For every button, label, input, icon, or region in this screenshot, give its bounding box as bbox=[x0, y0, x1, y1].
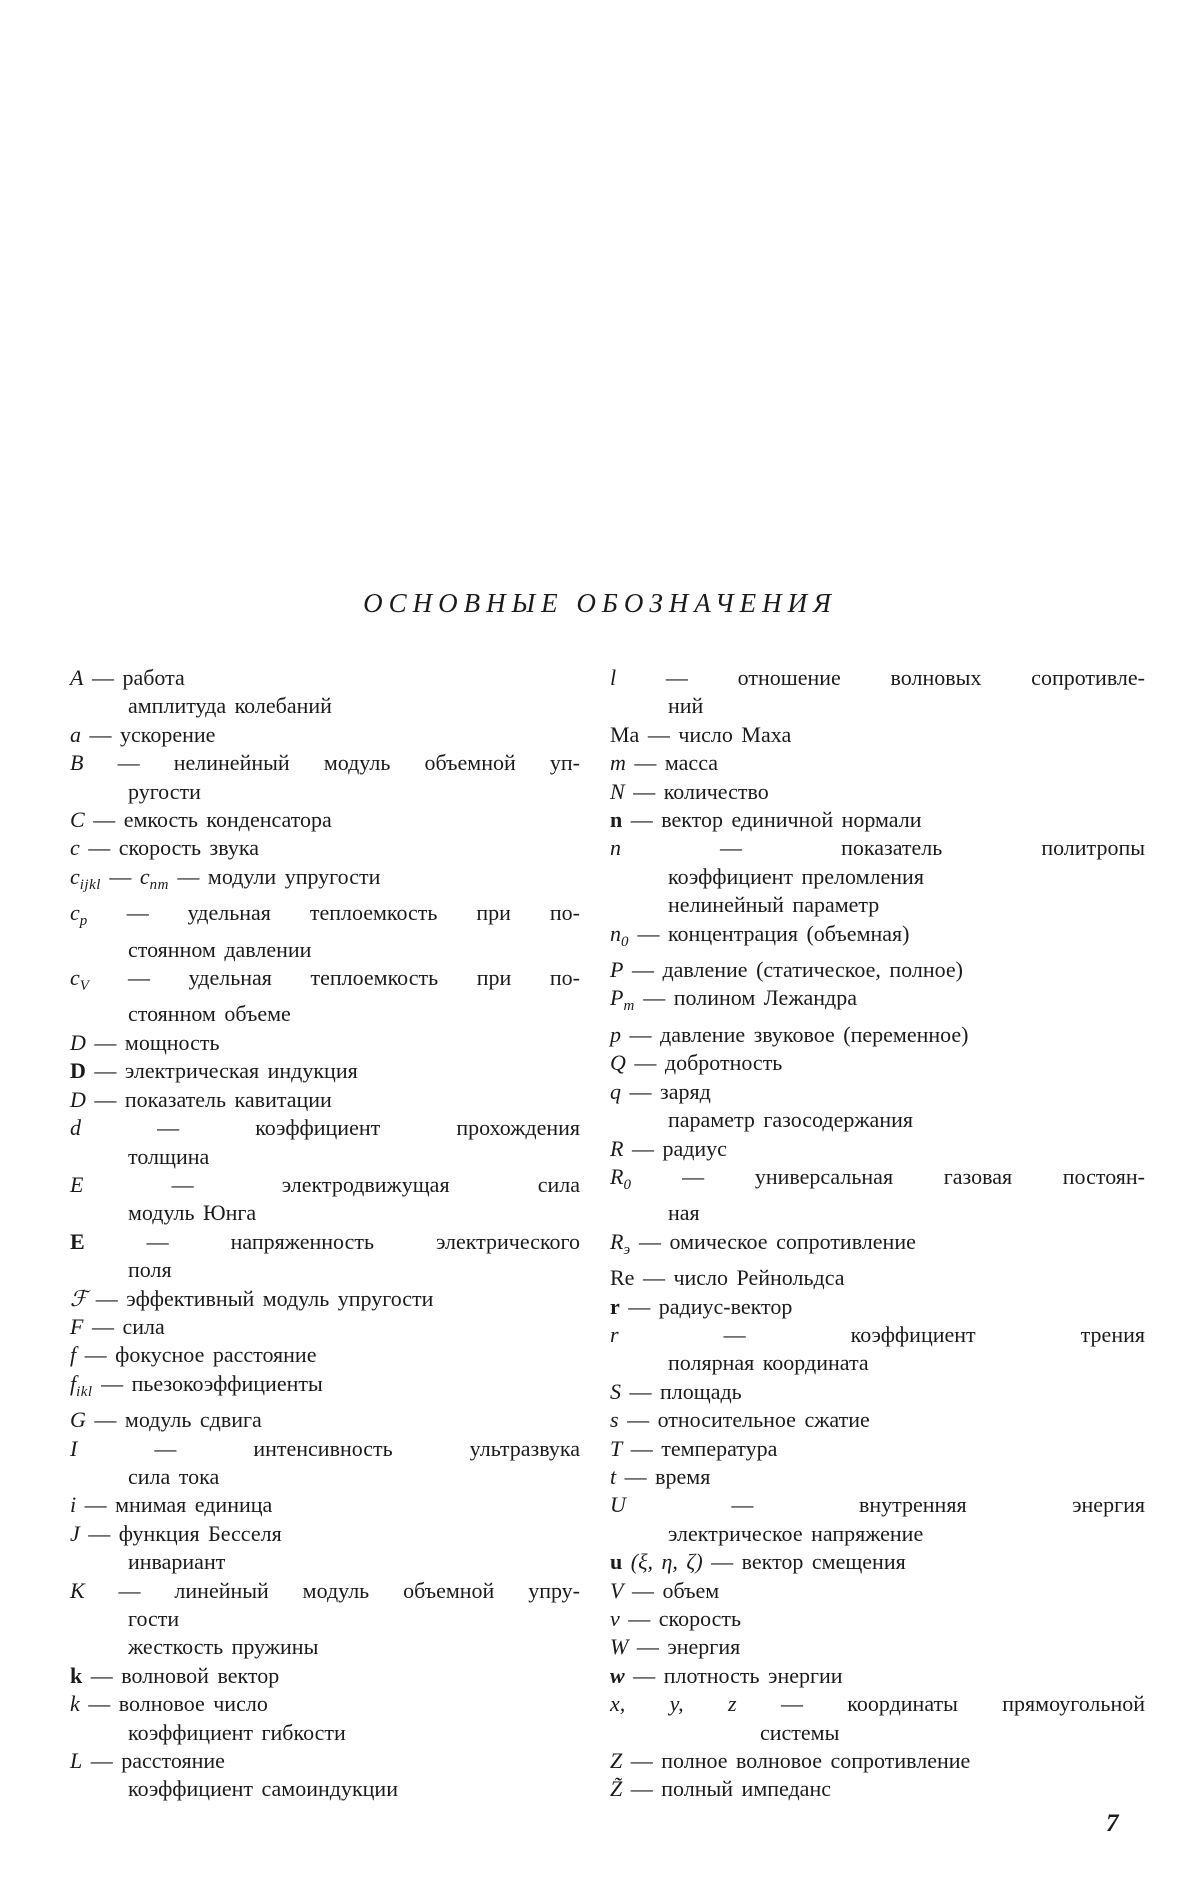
symbol-entry bbox=[610, 1406, 1145, 1434]
entry-definition-line: ругости bbox=[128, 778, 201, 804]
entry-definition-line: K — линейный модуль объемной упру- bbox=[70, 1577, 580, 1603]
entry-definition-line: r — радиус-вектор bbox=[610, 1293, 793, 1319]
symbol: n bbox=[610, 807, 623, 833]
symbol: J bbox=[70, 1520, 80, 1546]
column-right bbox=[610, 664, 1145, 1804]
entry-definition-line: модуль Юнга bbox=[128, 1200, 257, 1226]
entry-definition-line: поля bbox=[128, 1257, 172, 1283]
symbol-entry bbox=[610, 1321, 1145, 1378]
symbol: c bbox=[70, 835, 80, 861]
symbol: r bbox=[610, 1321, 619, 1347]
symbol: Ма bbox=[610, 721, 640, 747]
symbol: Z̃ bbox=[610, 1776, 623, 1802]
symbol: k bbox=[70, 1691, 80, 1717]
entry-definition-line: коэффициент преломления bbox=[668, 863, 924, 889]
symbol-entry bbox=[610, 984, 1145, 1020]
symbol: $c_p$ bbox=[70, 900, 88, 930]
symbol-entry bbox=[70, 964, 580, 1029]
entry-definition-line: N — количество bbox=[610, 778, 769, 804]
symbol-entry bbox=[610, 1605, 1145, 1633]
symbol-entry bbox=[610, 1264, 1145, 1292]
entry-definition-line: W — энергия bbox=[610, 1634, 741, 1660]
symbol: B bbox=[70, 750, 84, 776]
entry-definition-line: $P_m$ — полином Лежандра bbox=[610, 985, 858, 1015]
symbol-entry bbox=[610, 1293, 1145, 1321]
entry-definition-line: k — волновой вектор bbox=[70, 1662, 280, 1688]
symbol: t bbox=[610, 1463, 617, 1489]
entry-definition-line: U — внутренняя энергия bbox=[610, 1492, 1145, 1518]
symbol-entry bbox=[610, 1135, 1145, 1163]
symbol: Z bbox=[610, 1748, 623, 1774]
symbol-entry bbox=[70, 1313, 580, 1341]
symbol: W bbox=[610, 1634, 629, 1660]
entry-definition-line: ная bbox=[668, 1200, 700, 1226]
symbol-entry bbox=[610, 1491, 1145, 1548]
symbol-entry bbox=[70, 1747, 580, 1804]
entry-definition-line: q — заряд bbox=[610, 1078, 711, 1104]
entry-definition-line: Re — число Рейнольдса bbox=[610, 1265, 845, 1291]
entry-definition-line: n — вектор единичной нормали bbox=[610, 807, 922, 833]
symbol: x, y, z bbox=[610, 1691, 737, 1717]
symbol: I bbox=[70, 1435, 78, 1461]
symbol: A bbox=[70, 665, 84, 690]
symbol-entry bbox=[70, 1406, 580, 1434]
entry-definition-line: $R_0$ — универсальная газовая постоян- bbox=[610, 1163, 1145, 1193]
symbol: r bbox=[610, 1293, 620, 1319]
symbol: $R_э$ bbox=[610, 1228, 631, 1258]
symbol-entry bbox=[610, 749, 1145, 777]
symbol: u (ξ, η, ζ) bbox=[610, 1549, 703, 1575]
symbol-entry bbox=[70, 863, 580, 899]
entry-definition-line: D — мощность bbox=[70, 1029, 220, 1055]
symbol-entry bbox=[70, 1491, 580, 1519]
entry-definition-line: p — давление звуковое (переменное) bbox=[610, 1021, 969, 1047]
entry-definition-line: ний bbox=[668, 693, 704, 719]
entry-definition-line: a — ускорение bbox=[70, 721, 216, 747]
symbol: Q bbox=[610, 1050, 626, 1076]
symbol-entry bbox=[610, 806, 1145, 834]
symbol: s bbox=[610, 1407, 619, 1433]
symbol-entry bbox=[70, 1029, 580, 1057]
entry-definition-line: t — время bbox=[610, 1463, 711, 1489]
entry-definition-line: жесткость пружины bbox=[128, 1634, 319, 1660]
entry-definition-line: w — плотность энергии bbox=[610, 1662, 843, 1688]
symbol-entry bbox=[610, 1747, 1145, 1775]
entry-definition-line: Z̃ — полный импеданс bbox=[610, 1776, 831, 1802]
symbol: $P_m$ bbox=[610, 985, 635, 1015]
symbol-entry bbox=[610, 956, 1145, 984]
symbol-entry bbox=[70, 1171, 580, 1228]
symbol: G bbox=[70, 1407, 86, 1433]
symbol-entry bbox=[610, 920, 1145, 956]
symbol: Re bbox=[610, 1265, 635, 1291]
symbol-entry bbox=[610, 664, 1145, 721]
symbol: $c_V$ bbox=[70, 965, 90, 995]
entry-definition-line: сила тока bbox=[128, 1463, 220, 1489]
entry-definition-line: ℱ — эффективный модуль упругости bbox=[70, 1285, 434, 1311]
entry-definition-line: l — отношение волновых сопротивле- bbox=[610, 665, 1145, 690]
symbol-entry bbox=[70, 1057, 580, 1085]
symbol-entry bbox=[610, 1633, 1145, 1661]
entry-definition-line: нелинейный параметр bbox=[668, 892, 880, 918]
symbol-entry bbox=[610, 721, 1145, 749]
entry-definition-line: x, y, z — координаты прямоугольной bbox=[610, 1691, 1145, 1717]
symbol-entry bbox=[70, 721, 580, 749]
symbol-entry bbox=[70, 1285, 580, 1313]
symbol: T bbox=[610, 1435, 623, 1461]
entry-definition-line: G — модуль сдвига bbox=[70, 1407, 262, 1433]
symbol-entry bbox=[610, 1662, 1145, 1690]
entry-definition-line: J — функция Бесселя bbox=[70, 1520, 282, 1546]
symbol: q bbox=[610, 1078, 621, 1104]
symbol: n bbox=[610, 835, 621, 861]
symbol-entry bbox=[70, 1690, 580, 1747]
entry-definition-line: коэффициент самоиндукции bbox=[128, 1776, 398, 1802]
entry-definition-line: D — показатель кавитации bbox=[70, 1086, 332, 1112]
entry-definition-line: параметр газосодержания bbox=[668, 1107, 913, 1133]
entry-definition-line: B — нелинейный модуль объемной уп- bbox=[70, 750, 580, 776]
entry-definition-line: Ма — число Маха bbox=[610, 721, 792, 747]
entry-definition-line: полярная координата bbox=[668, 1350, 869, 1376]
symbol: D bbox=[70, 1058, 86, 1084]
entry-definition-line: $c_V$ — удельная теплоемкость при по- bbox=[70, 965, 580, 995]
symbol-entry bbox=[70, 749, 580, 806]
entry-definition-line: гости bbox=[128, 1606, 180, 1631]
entry-definition-line: E — электродвижущая сила bbox=[70, 1171, 580, 1197]
symbol: p bbox=[610, 1021, 621, 1047]
entry-definition-line: коэффициент гибкости bbox=[128, 1719, 346, 1745]
entry-definition-line: R — радиус bbox=[610, 1135, 727, 1161]
symbol-entry bbox=[610, 1577, 1145, 1605]
symbol: C bbox=[70, 807, 85, 833]
symbol-entry bbox=[70, 899, 580, 964]
entry-definition-line: S — площадь bbox=[610, 1378, 742, 1404]
symbol-entry bbox=[610, 1435, 1145, 1463]
symbol-entry bbox=[70, 806, 580, 834]
symbol: a bbox=[70, 721, 81, 747]
symbol: E bbox=[70, 1228, 85, 1254]
entry-definition-line: s — относительное сжатие bbox=[610, 1407, 870, 1433]
symbol: V bbox=[610, 1577, 624, 1603]
symbol-entry bbox=[70, 834, 580, 862]
symbol: D bbox=[70, 1086, 86, 1112]
entry-definition-line: c — скорость звука bbox=[70, 835, 260, 861]
symbol-entry bbox=[70, 1520, 580, 1577]
entry-definition-line: k — волновое число bbox=[70, 1691, 268, 1717]
symbol: U bbox=[610, 1492, 626, 1518]
symbol-entry bbox=[70, 1228, 580, 1285]
entry-definition-line: I — интенсивность ультразвука bbox=[70, 1435, 580, 1461]
entry-definition-line: u (ξ, η, ζ) — вектор смещения bbox=[610, 1549, 906, 1575]
symbol-entry bbox=[610, 1775, 1145, 1803]
symbol: L bbox=[70, 1748, 83, 1774]
entry-definition-line: стоянном давлении bbox=[128, 936, 312, 962]
entry-definition-line: толщина bbox=[128, 1143, 210, 1169]
column-left bbox=[70, 664, 580, 1804]
symbol: F bbox=[70, 1313, 84, 1339]
symbol-entry bbox=[70, 1114, 580, 1171]
symbol-entry bbox=[610, 1378, 1145, 1406]
symbol: k bbox=[70, 1662, 83, 1688]
symbol-entry bbox=[70, 1086, 580, 1114]
symbol: E bbox=[70, 1171, 84, 1197]
symbol-entry bbox=[610, 1690, 1145, 1747]
symbol-entry bbox=[610, 1078, 1145, 1135]
columns-container bbox=[70, 664, 1145, 1804]
symbol: w bbox=[610, 1662, 625, 1688]
entry-definition-line: C — емкость конденсатора bbox=[70, 807, 332, 833]
symbol: l bbox=[610, 665, 617, 690]
symbol-entry bbox=[610, 1163, 1145, 1228]
symbol-entry bbox=[70, 1370, 580, 1406]
symbol: $c_{ijkl}$ — $c_{nm}$ bbox=[70, 863, 169, 893]
symbol-entry bbox=[610, 1228, 1145, 1264]
symbol: N bbox=[610, 778, 625, 804]
entry-definition-line: A — работа bbox=[70, 665, 185, 690]
symbol: $f_{ikl}$ bbox=[70, 1370, 93, 1400]
entry-definition-line: n — показатель политропы bbox=[610, 835, 1145, 861]
entry-definition-line: T — температура bbox=[610, 1435, 778, 1461]
entry-definition-line: m — масса bbox=[610, 750, 718, 776]
entry-definition-line: f — фокусное расстояние bbox=[70, 1342, 317, 1368]
symbol: D bbox=[70, 1029, 86, 1055]
entry-definition-line: электрическое напряжение bbox=[668, 1520, 924, 1546]
entry-definition-line: Q — добротность bbox=[610, 1050, 783, 1076]
symbol-entry bbox=[610, 1463, 1145, 1491]
entry-definition-line: стоянном объеме bbox=[128, 1001, 291, 1027]
symbol-entry bbox=[70, 1435, 580, 1492]
entry-definition-line: Z — полное волновое сопротивление bbox=[610, 1748, 971, 1774]
symbol: f bbox=[70, 1342, 77, 1368]
symbol-entry bbox=[610, 778, 1145, 806]
symbol: ℱ bbox=[70, 1285, 88, 1311]
symbol: i bbox=[70, 1492, 77, 1518]
entry-definition-line: $c_p$ — удельная теплоемкость при по- bbox=[70, 900, 580, 930]
entry-definition-line: r — коэффициент трения bbox=[610, 1321, 1145, 1347]
entry-definition-line: амплитуда колебаний bbox=[128, 693, 332, 719]
page-number: 7 bbox=[1106, 1810, 1119, 1837]
entry-definition-line: $c_{ijkl}$ — $c_{nm}$ — модули упругости bbox=[70, 863, 381, 893]
symbol: $n_0$ bbox=[610, 920, 629, 950]
entry-definition-line: $f_{ikl}$ — пьезокоэффициенты bbox=[70, 1370, 323, 1400]
symbol: P bbox=[610, 957, 624, 983]
entry-definition-line: системы bbox=[760, 1719, 840, 1745]
entry-definition-line: инвариант bbox=[128, 1549, 226, 1575]
entry-definition-line: P — давление (статическое, полное) bbox=[610, 957, 963, 983]
entry-definition-line: L — расстояние bbox=[70, 1748, 225, 1774]
entry-definition-line: d — коэффициент прохождения bbox=[70, 1115, 580, 1141]
symbol-entry bbox=[70, 664, 580, 721]
symbol: S bbox=[610, 1378, 621, 1404]
page-title: ОСНОВНЫЕ ОБОЗНАЧЕНИЯ bbox=[363, 588, 837, 618]
entry-definition-line: E — напряженность электрического bbox=[70, 1228, 580, 1254]
symbol-entry bbox=[610, 1049, 1145, 1077]
symbol-entry bbox=[70, 1577, 580, 1662]
symbol: K bbox=[70, 1577, 85, 1603]
entry-definition-line: v — скорость bbox=[610, 1606, 742, 1631]
entry-definition-line: i — мнимая единица bbox=[70, 1492, 273, 1518]
entry-definition-line: V — объем bbox=[610, 1577, 720, 1603]
entry-definition-line: $n_0$ — концентрация (объемная) bbox=[610, 920, 910, 950]
symbol: d bbox=[70, 1115, 81, 1141]
symbol: $R_0$ bbox=[610, 1163, 632, 1193]
symbol-entry bbox=[70, 1341, 580, 1369]
entry-definition-line: D — электрическая индукция bbox=[70, 1058, 358, 1084]
entry-definition-line: $R_э$ — омическое сопротивление bbox=[610, 1228, 916, 1258]
symbol: v bbox=[610, 1606, 620, 1631]
symbol-entry bbox=[610, 834, 1145, 919]
symbol: m bbox=[610, 750, 626, 776]
symbol-entry bbox=[70, 1662, 580, 1690]
symbol: R bbox=[610, 1135, 624, 1161]
entry-definition-line: F — сила bbox=[70, 1313, 165, 1339]
symbol-entry bbox=[610, 1021, 1145, 1049]
symbol-entry bbox=[610, 1548, 1145, 1576]
